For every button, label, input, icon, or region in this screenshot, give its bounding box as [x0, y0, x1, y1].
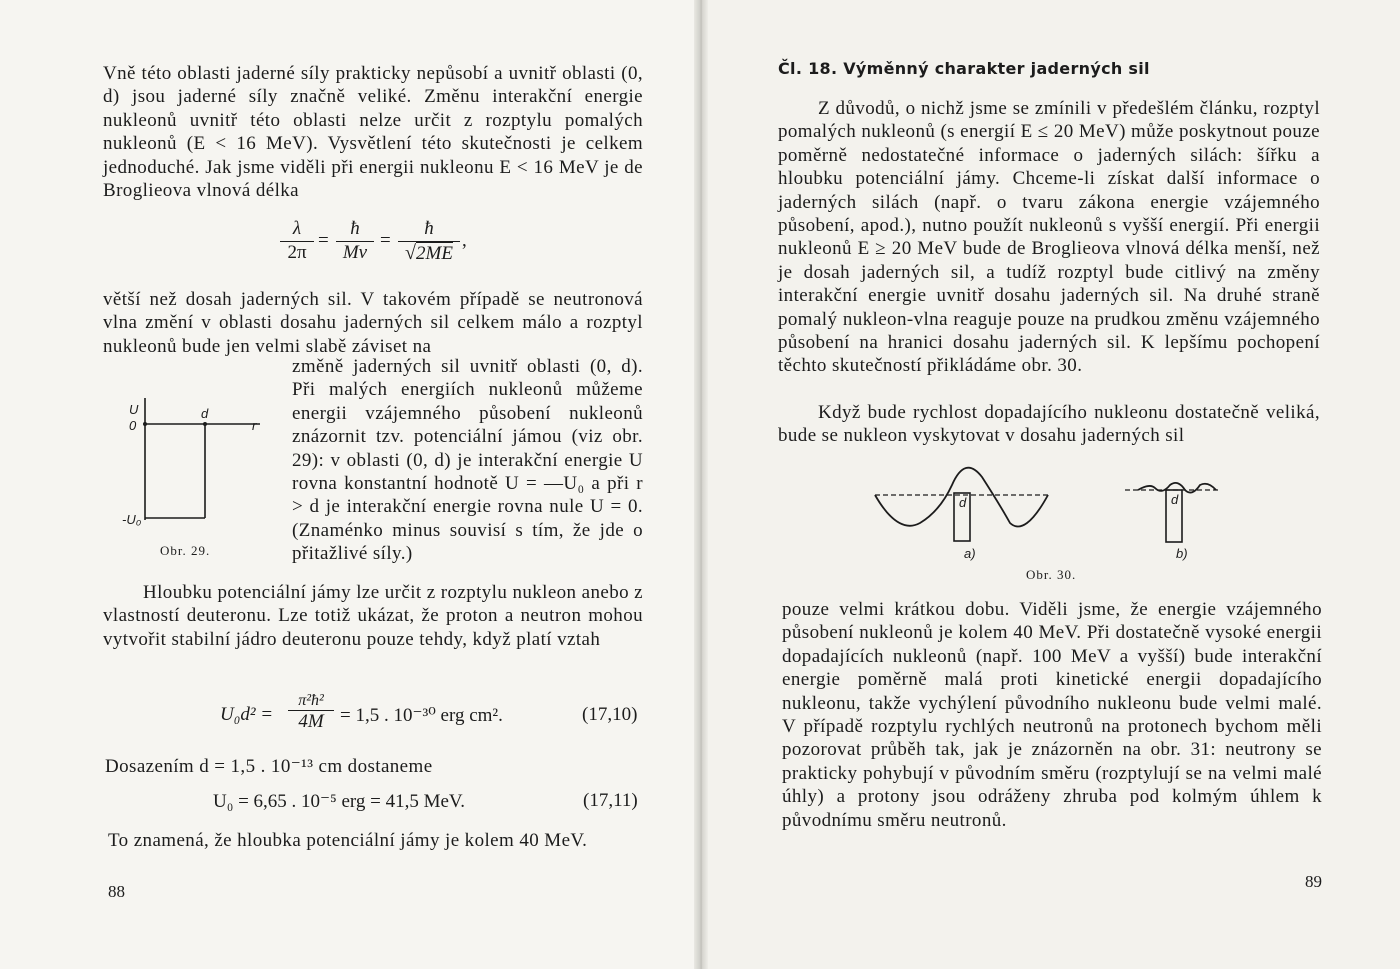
left-paragraph-2-wrap: změně jaderných sil uvnitř oblasti (0, d). Při malých energiích nukleonů můžeme energii vzájemného působení nukleonů znázornit tzv. potenciální jámou (viz obr. 29): v oblasti (0, d) je interakční energie U rovna konstantní hodnotě U = —U₀ a při r > d je interakční energie rovna nule U = 0. (Znaménko minus souvisí s tím, že jde o přitažlivé síly.) — [292, 356, 643, 565]
eq3-number: (17,11) — [583, 790, 638, 811]
book-spine — [694, 0, 708, 969]
section-heading: Čl. 18. Výměnný charakter jaderných sil — [778, 59, 1150, 78]
fig30-caption: Obr. 30. — [1026, 567, 1077, 582]
fig29-r-label: r — [252, 418, 257, 433]
eq1-hbar-1: ħ — [350, 218, 360, 239]
eq2-lhs: U₀d² = — [220, 704, 274, 725]
eq2-numerator: π²ħ² — [298, 692, 324, 709]
eq2-denominator: 4M — [298, 711, 324, 732]
right-paragraph-2: Když bude rychlost dopadajícího nukleonu dostatečně veliká, bude se nukleon vyskytovat v dosahu jaderných sil — [778, 402, 1320, 447]
left-paragraph-2: větší než dosah jaderných sil. V takovém případě se neutronová vlna změní v oblasti dosahu jaderných sil celkem málo a rozptyl nukleonů bude jen velmi slabě záviset na — [103, 289, 643, 357]
eq2-rhs: = 1,5 . 10⁻³⁰ erg cm². — [340, 705, 503, 726]
eq1-sqrt: 2ME — [416, 243, 453, 264]
fig30-b-label: b) — [1176, 546, 1188, 561]
eq1-Mv: Mv — [342, 242, 368, 263]
fig30-a-label: a) — [964, 546, 976, 561]
figure-29-potential-well — [120, 392, 270, 527]
right-paragraph-3: pouze velmi krátkou dobu. Viděli jsme, že energie vzájemného působení nukleonů je kolem 40 MeV. Při dostatečně vysoké energii dopadajících nukleonů (např. 100 MeV a vyšší) bude interakční energie poměrně malá proti kinetické energii dopadajícího nukleonu, takže vychýlení původního nukleonu bude velmi malé. V případě rozptylu rychlých neutronů na protonech bychom měli pozorovat průběh tak, jak je znázorněn na obr. 31: neutrony se prakticky pohybují v původním směru (rozptylují se na velmi malé úhly) a protony jsou odráženy zhruba pod kolmým úhlem k původnímu směru neutronů. — [782, 599, 1322, 831]
left-paragraph-1: Vně této oblasti jaderné síly prakticky nepůsobí a uvnitř oblasti (0, d) jsou jaderné síly značně veliké. Změnu interakční energie nukleonů uvnitř této oblasti nelze určit z rozptylu pomalých nukleonů (E < 16 MeV). Vysvětlení této skutečnosti je celkem jednoduché. Jak jsme viděli při energii nukleonu E < 16 MeV je de Broglieova vlnová délka — [103, 63, 643, 202]
eq2-number: (17,10) — [582, 704, 638, 725]
equation-17-10 — [220, 692, 650, 738]
fig30-b-d-label: d — [1171, 492, 1179, 507]
eq1-2pi: 2π — [287, 242, 307, 263]
equation-17-11: U₀ = 6,65 . 10⁻⁵ erg = 41,5 MeV. — [213, 791, 465, 812]
fig30-a-d-label: d — [959, 495, 967, 510]
fig29-U-label: U — [129, 402, 139, 417]
fig29-U0-label: -U₀ — [122, 512, 142, 527]
page-number-right: 89 — [1305, 872, 1322, 891]
page-number-left: 88 — [108, 882, 125, 901]
left-final-line: To znamená, že hloubka potenciální jámy je kolem 40 MeV. — [108, 830, 588, 851]
eq1-lambda: λ — [292, 218, 302, 239]
fig29-zero-label: 0 — [129, 418, 137, 433]
fig29-d-label: d — [201, 406, 209, 421]
right-paragraph-1: Z důvodů, o nichž jsme se zmínili v předešlém článku, rozptyl pomalých nukleonů (s energií E ≤ 20 MeV) může poskytnout pouze poměrně nedostatečné informace o jaderných silách: šířku a hloubku potenciální jámy. Chceme-li získat další informace o jaderných silách (např. o tvaru zákona energie vzájemného působení, apod.), nutno použít nukleonů s vyšší energií. Při energii nukleonů E ≥ 20 MeV bude de Broglieova vlnová délka menší, než je dosah jaderných sil, a tudíž rozptyl bude citlivý na změny interakční energie uvnitř dosahu jaderných sil. Na druhé straně pomalý nukleon-vlna reaguje pouze na prudkou změnu vzájemného působení na hranici dosahu jaderných sil. K lepšímu pochopení těchto skutečností přikládáme obr. 30. — [778, 98, 1320, 377]
dosazenim-line: Dosazením d = 1,5 . 10⁻¹³ cm dostaneme — [105, 756, 433, 777]
left-paragraph-3: Hloubku potenciální jámy lze určit z rozptylu nukleon anebo z vlastností deuteronu. Lze totiž ukázat, že proton a neutron mohou vytvořit stabilní jádro deuteronu pouze tehdy, když platí vztah — [103, 582, 643, 650]
eq1-hbar-2: ħ — [424, 218, 434, 239]
equation-de-broglie: λ 2π = ħ Mv = ħ √2ME , — [280, 218, 500, 278]
fig29-caption: Obr. 29. — [160, 543, 211, 558]
